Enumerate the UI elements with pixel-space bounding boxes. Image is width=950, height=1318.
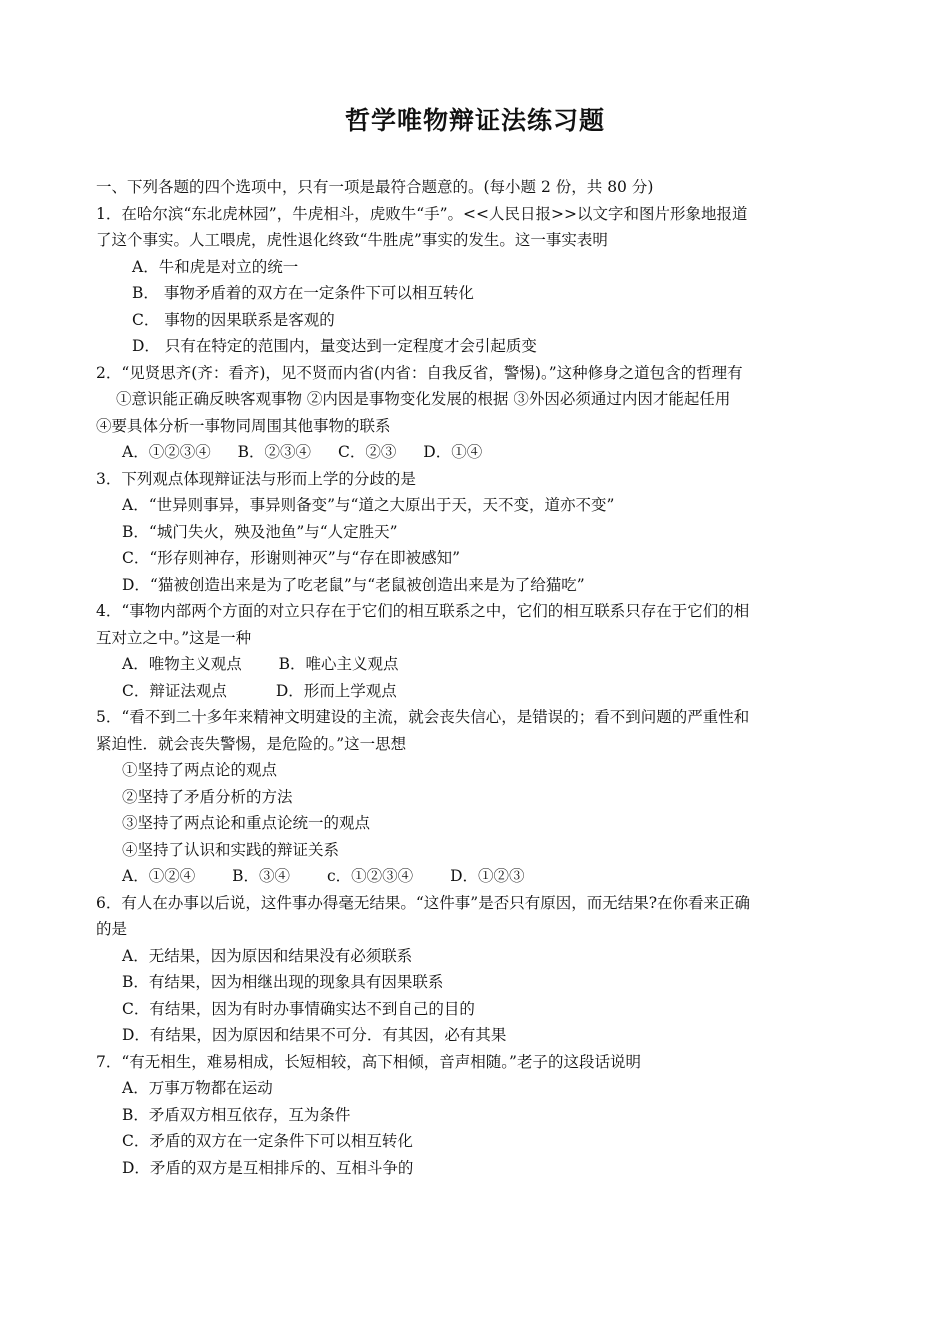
- question-3-option-d: D．“猫被创造出来是为了吃老鼠”与“老鼠被创造出来是为了给猫吃”: [122, 575, 585, 594]
- question-7: [96, 1049, 858, 1182]
- exercise-content: [96, 174, 858, 1181]
- question-2-option-d: D．①④: [423, 443, 483, 461]
- question-2-statements-line-2: ④要具体分析一事物同周围其他事物的联系: [96, 416, 391, 435]
- question-4-option-a: A．唯物主义观点: [122, 655, 242, 673]
- question-6: [96, 890, 858, 1049]
- question-3-option-c: C．“形存则神存，形谢则神灭”与“存在即被感知”: [122, 549, 461, 567]
- question-3: [96, 466, 858, 599]
- question-6-option-a: A．无结果，因为原因和结果没有必须联系: [122, 946, 413, 965]
- question-5-statement-4: ④坚持了认识和实践的辩证关系: [122, 840, 340, 859]
- question-7-option-d: D．矛盾的双方是互相排斥的、互相斗争的: [122, 1158, 414, 1177]
- question-5-stem-line-2: 紧迫性．就会丧失警惕，是危险的。”这一思想: [96, 734, 407, 753]
- question-2-stem-line-1: 2．“见贤思齐(齐：看齐)，见不贤而内省(内省：自我反省，警惕)。”这种修身之道包含的哲理有: [96, 363, 743, 382]
- question-4-option-d: D．形而上学观点: [275, 681, 397, 700]
- question-1-option-b: B． 事物矛盾着的双方在一定条件下可以相互转化: [132, 284, 474, 302]
- question-5: [96, 704, 858, 890]
- question-5-statement-1: ①坚持了两点论的观点: [122, 761, 278, 779]
- question-5-option-d: D．①②③: [450, 867, 525, 885]
- question-1-option-d: D． 只有在特定的范围内，量变达到一定程度才会引起质变: [132, 337, 537, 355]
- question-5-stem-line-1: 5．“看不到二十多年来精神文明建设的主流，就会丧失信心，是错误的；看不到问题的严重性和: [96, 708, 750, 726]
- question-5-statement-2: ②坚持了矛盾分析的方法: [122, 787, 293, 806]
- question-4-options-row-1: [96, 651, 858, 678]
- question-4-stem-line-2: 互对立之中。”这是一种: [96, 628, 252, 647]
- question-6-option-d: D．有结果，因为原因和结果不可分．有其因，必有其果: [122, 1026, 507, 1044]
- question-2-options: [96, 439, 858, 466]
- question-6-option-b: B．有结果，因为相继出现的现象具有因果联系: [122, 973, 444, 991]
- question-1-stem-line-2: 了这个事实。人工喂虎，虎性退化终致“牛胜虎”事实的发生。这一事实表明: [96, 231, 608, 249]
- question-5-option-c: c．①②③④: [326, 867, 414, 885]
- question-6-stem-line-1: 6．有人在办事以后说，这件事办得毫无结果。“这件事”是否只有原因，而无结果?在你看来正确: [96, 893, 751, 912]
- question-4-options-row-2: [96, 678, 858, 705]
- question-2: [96, 360, 858, 466]
- question-7-stem-line-1: 7．“有无相生，难易相成，长短相较，高下相倾，音声相随。”老子的这段话说明: [96, 1052, 641, 1071]
- question-1-option-c: C． 事物的因果联系是客观的: [132, 310, 335, 329]
- question-4-stem-line-1: 4．“事物内部两个方面的对立只存在于它们的相互联系之中，它们的相互联系只存在于它们的相: [96, 602, 750, 620]
- question-2-option-c: C．②③: [337, 443, 397, 461]
- question-4: [96, 598, 858, 704]
- question-4-option-c: C．辩证法观点: [122, 681, 227, 700]
- question-3-stem-line-1: 3．下列观点体现辩证法与形而上学的分歧的是: [96, 469, 416, 488]
- question-2-option-a: A．①②③④: [122, 443, 211, 461]
- question-5-statement-3: ③坚持了两点论和重点论统一的观点: [122, 814, 371, 832]
- question-7-option-b: B．矛盾双方相互依存，互为条件: [122, 1105, 351, 1124]
- question-3-option-b: B．“城门失火，殃及池鱼”与“人定胜天”: [122, 522, 398, 541]
- question-6-stem-line-2: 的是: [96, 920, 128, 938]
- question-5-option-b: B．③④: [232, 867, 291, 885]
- question-1-option-a: A．牛和虎是对立的统一: [132, 257, 299, 276]
- question-1: [96, 201, 858, 360]
- question-6-option-c: C．有结果，因为有时办事情确实达不到自己的目的: [122, 999, 475, 1018]
- question-1-stem-line-1: 1．在哈尔滨“东北虎林园”，牛虎相斗，虎败牛“手”。<<人民日报>>以文字和图片形象地报道: [96, 204, 748, 223]
- question-5-options: [96, 863, 858, 890]
- section-heading: 一、下列各题的四个选项中，只有一项是最符合题意的。(每小题 2 份，共 80 分): [96, 178, 654, 196]
- question-2-statements-line-1: ①意识能正确反映客观事物 ②内因是事物变化发展的根据 ③外因必须通过内因才能起任用: [116, 390, 731, 408]
- question-5-option-a: A．①②④: [122, 867, 196, 885]
- question-3-option-a: A．“世异则事异，事异则备变”与“道之大原出于天，天不变，道亦不变”: [122, 496, 615, 514]
- page-title: 哲学唯物辩证法练习题: [344, 106, 605, 135]
- question-2-option-b: B．②③④: [237, 443, 312, 461]
- question-4-option-b: B．唯心主义观点: [278, 655, 399, 673]
- question-7-option-a: A．万事万物都在运动: [122, 1079, 273, 1097]
- question-7-option-c: C．矛盾的双方在一定条件下可以相互转化: [122, 1132, 413, 1150]
